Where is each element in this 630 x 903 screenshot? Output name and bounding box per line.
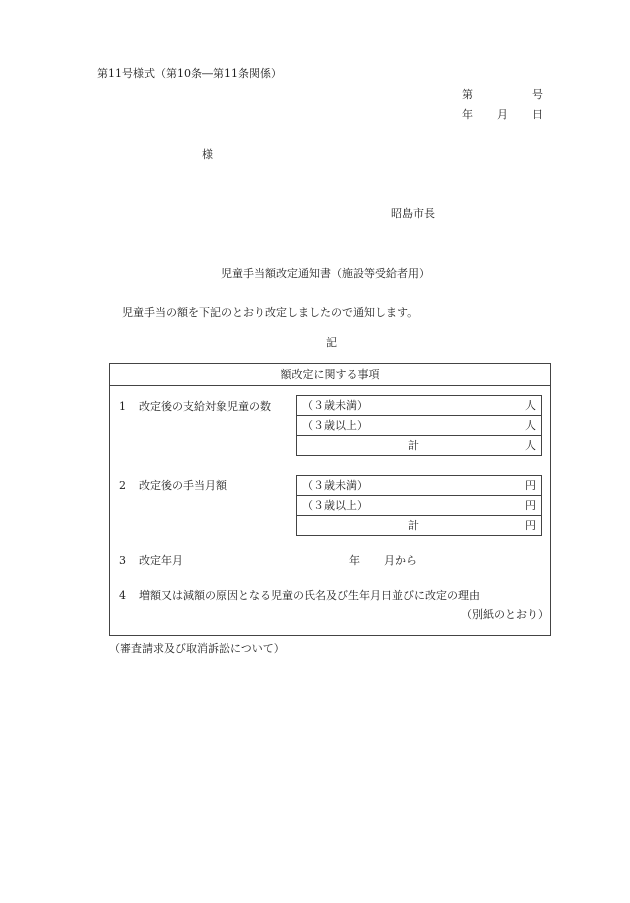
item-3-year: 年 bbox=[349, 554, 360, 567]
monthly-amount-table bbox=[296, 475, 542, 536]
row-unit: 人 bbox=[525, 419, 536, 432]
row-total-label: 計 bbox=[408, 519, 419, 532]
row-unit: 円 bbox=[525, 499, 536, 512]
row-unit: 円 bbox=[525, 479, 536, 492]
table-row bbox=[297, 396, 542, 416]
row-unit: 人 bbox=[525, 399, 536, 412]
table-header: 額改定に関する事項 bbox=[110, 364, 550, 386]
date-day: 日 bbox=[532, 108, 543, 121]
item-1-number: 1 bbox=[119, 400, 126, 413]
row-unit: 人 bbox=[525, 439, 536, 452]
doc-number-dai: 第 bbox=[462, 88, 473, 101]
table-row bbox=[297, 436, 542, 456]
item-4-number: 4 bbox=[119, 589, 126, 602]
footer-note: （審査請求及び取消訴訟について） bbox=[109, 642, 285, 655]
table-row bbox=[297, 476, 542, 496]
row-total-label: 計 bbox=[408, 439, 419, 452]
table-row bbox=[297, 416, 542, 436]
body-text: 児童手当の額を下記のとおり改定しましたので通知します。 bbox=[122, 306, 419, 319]
addressee: 様 bbox=[202, 148, 213, 161]
doc-number-go: 号 bbox=[532, 88, 543, 101]
item-3-month-from: 月から bbox=[384, 554, 417, 567]
item-4-note: （別紙のとおり） bbox=[461, 608, 549, 621]
row-unit: 円 bbox=[525, 519, 536, 532]
item-3-number: 3 bbox=[119, 554, 126, 567]
item-2-label: 改定後の手当月額 bbox=[139, 479, 227, 492]
item-1-label: 改定後の支給対象児童の数 bbox=[139, 400, 271, 413]
date-month: 月 bbox=[497, 108, 508, 121]
child-count-table bbox=[296, 395, 542, 456]
item-2-number: 2 bbox=[119, 479, 126, 492]
table-row bbox=[297, 516, 542, 536]
date-year: 年 bbox=[462, 108, 473, 121]
issuer: 昭島市長 bbox=[391, 207, 435, 220]
row-label: （３歳未満） bbox=[302, 479, 368, 492]
row-label: （３歳未満） bbox=[302, 399, 368, 412]
revision-table bbox=[109, 363, 551, 636]
item-4-label: 増額又は減額の原因となる児童の氏名及び生年月日並びに改定の理由 bbox=[139, 589, 480, 602]
item-3-label: 改定年月 bbox=[139, 554, 183, 567]
row-label: （３歳以上） bbox=[302, 499, 368, 512]
ki-label: 記 bbox=[326, 336, 337, 349]
document-title: 児童手当額改定通知書（施設等受給者用） bbox=[221, 267, 430, 280]
table-row bbox=[297, 496, 542, 516]
form-number: 第11号様式（第10条―第11条関係） bbox=[97, 67, 282, 80]
row-label: （３歳以上） bbox=[302, 419, 368, 432]
